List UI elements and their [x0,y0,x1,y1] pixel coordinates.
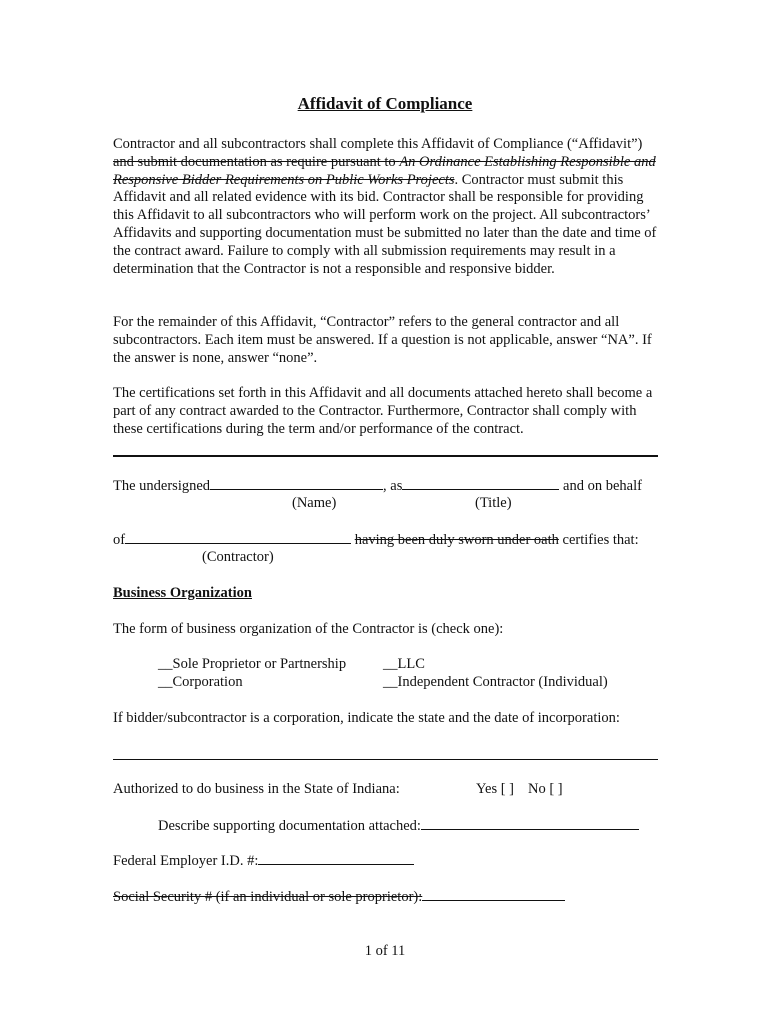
undersigned-line [113,477,642,495]
ssn-line [113,888,565,906]
name-caption: (Name) [292,495,337,511]
as-label: , as [383,478,403,494]
intro-text-b: . Contractor must submit this Affidavit and all related evidence with its bid. Contractor shall be responsible for providing this Affidavit to all subcontractors who will perform work on the project. All subcontractors’ Affidavits and supporting documentation must be submitted no later than the date and time of the contract award. Failure to comply with all submission requirements may result in a determination that the Contractor is not a responsible and responsive bidder. [113,171,657,277]
option-independent-contractor[interactable]: __Independent Contractor (Individual) [383,674,608,690]
of-label: of [113,532,126,548]
intro-struck-ordinance: An Ordinance Establishing Responsible and Responsive Bidder Requirements on Public Works Projects [113,153,656,188]
intro-paragraph-1 [113,136,658,278]
sworn-struck-text: having been duly sworn under oath [354,532,559,548]
option-corporation[interactable]: __Corporation [158,674,243,690]
contractor-caption: (Contractor) [202,549,274,565]
intro-paragraph-2: For the remainder of this Affidavit, “Contractor” refers to the general contractor and all subcontractors. Each item must be answered. If a question is not applicable, answer “NA”. If the answer is none, answer “none”. [113,314,652,366]
documentation-label: Describe supporting documentation attached: [158,818,421,834]
indiana-no-checkbox[interactable]: No [ ] [528,781,563,797]
documentation-line [158,817,639,835]
form-question: The form of business organization of the Contractor is (check one): [113,621,504,637]
page-number: 1 of 11 [364,943,406,959]
indiana-yes-checkbox[interactable]: Yes [ ] [476,781,515,797]
option-sole-proprietor[interactable]: __Sole Proprietor or Partnership [158,656,347,672]
business-organization-heading: Business Organization [113,585,252,601]
title-caption: (Title) [475,495,512,511]
contractor-field[interactable] [125,531,351,544]
incorporation-answer-line[interactable] [113,759,658,760]
section-divider [113,455,658,457]
certifies-label: certifies that: [558,532,639,548]
documentation-field[interactable] [421,817,639,830]
fein-label: Federal Employer I.D. #: [113,853,259,869]
corporation-question: If bidder/subcontractor is a corporation, indicate the state and the date of incorporation: [113,710,620,726]
ssn-label: Social Security # (if an individual or sole proprietor): [113,889,423,905]
intro-struck-text: and submit documentation as require pursuant to [113,153,400,170]
intro-paragraph-3: The certifications set forth in this Affidavit and all documents attached hereto shall become a part of any contract awarded to the Contractor. Furthermore, Contractor shall comply with these certifications during the term and/or performance of the contract. [113,385,653,437]
fein-field[interactable] [258,852,414,865]
intro-text-a: Contractor and all subcontractors shall complete this Affidavit of Compliance (“Affidavit”) [113,136,643,152]
behalf-label: and on behalf [559,478,642,494]
name-field[interactable] [210,477,383,490]
of-line [113,531,639,549]
ssn-field[interactable] [422,888,565,901]
option-llc[interactable]: __LLC [383,656,425,672]
indiana-label: Authorized to do business in the State of Indiana: [113,781,400,797]
title-field[interactable] [402,477,559,490]
fein-line [113,852,414,870]
page-title: Affidavit of Compliance [297,94,473,113]
undersigned-label: The undersigned [113,478,211,494]
